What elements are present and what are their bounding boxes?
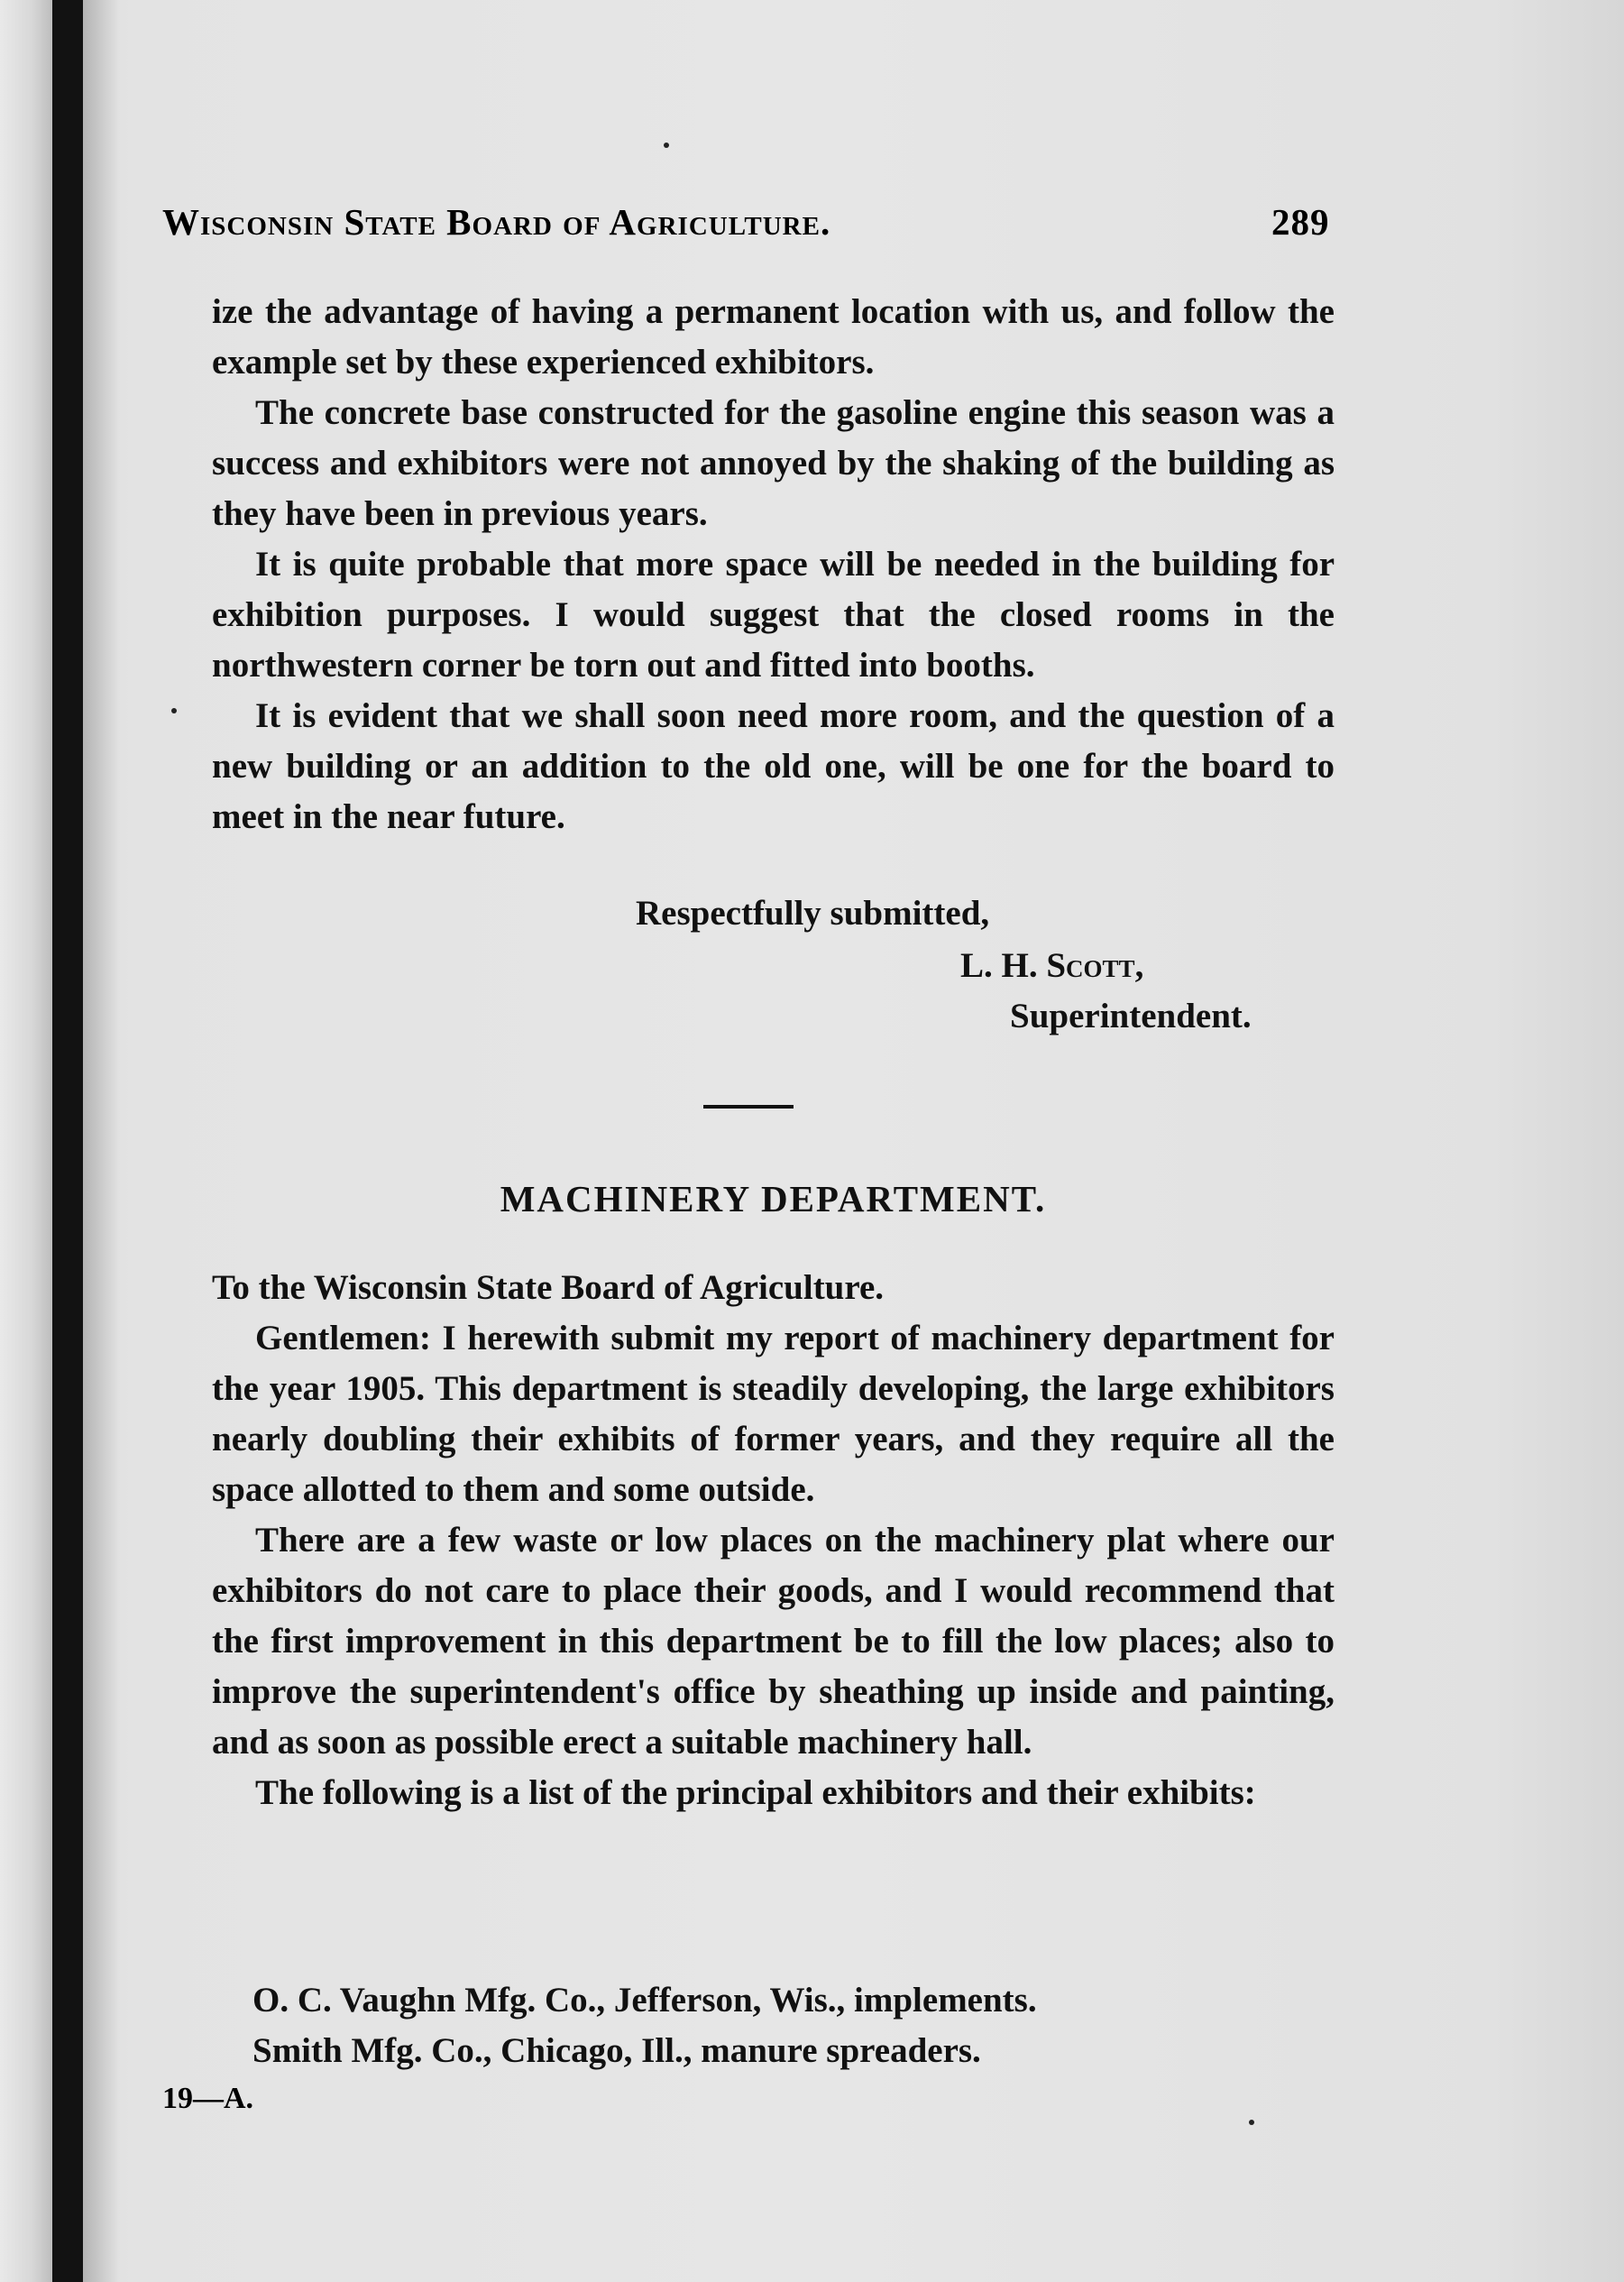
binding-shadow-bar xyxy=(52,0,83,2282)
paragraph: ize the advantage of having a permanent location with us, and follow the example set by these experienced exhibitors. xyxy=(212,292,1335,382)
signatory-initials: L. H. xyxy=(960,946,1038,985)
paragraph: The following is a list of the principal exhibitors and their exhibits: xyxy=(255,1773,1256,1812)
paragraph: It is evident that we shall soon need more room, and the question of a new building or an addition to the old one, will be one for the board to meet in the near future. xyxy=(212,696,1335,836)
paragraph: It is quite probable that more space will be needed in the building for exhibition purposes. I would suggest that the closed rooms in the northwestern corner be torn out and fitted into booths. xyxy=(212,545,1335,685)
paragraph: Gentlemen: I herewith submit my report of machinery department for the year 1905. This department is steadily developing, the large exhibitors nearly doubling their exhibits of former years, and they require all the space allotted to them and some outside. xyxy=(212,1319,1335,1509)
paragraph: There are a few waste or low places on the machinery plat where our exhibitors do not care to place their goods, and I would recommend that the first improvement in this department be to fill the low places; also to improve the superintendent's office by sheathing up inside and painting, and as soon as possible erect a suitable machinery hall. xyxy=(212,1521,1335,1762)
signatory-surname: Scott, xyxy=(1046,946,1144,985)
signatory-name xyxy=(960,945,1143,986)
signatory-role: Superintendent. xyxy=(1010,997,1252,1035)
closing-line: Respectfully submitted, xyxy=(636,894,990,933)
exhibitor-entry: O. C. Vaughn Mfg. Co., Jefferson, Wis., implements. xyxy=(252,1981,1037,2020)
salutation: To the Wisconsin State Board of Agriculture. xyxy=(212,1268,885,1307)
page-content xyxy=(212,0,1335,2282)
page-number: 289 xyxy=(1271,201,1330,243)
section2-text xyxy=(212,1263,1335,1818)
section-divider xyxy=(703,1105,794,1109)
exhibitor-entry: Smith Mfg. Co., Chicago, Ill., manure spreaders. xyxy=(252,2031,981,2070)
signature-mark: 19—A. xyxy=(162,2082,254,2115)
scan-speck xyxy=(171,708,177,713)
binding-edge xyxy=(0,0,52,2282)
section1-text xyxy=(212,287,1335,842)
paragraph: The concrete base constructed for the gasoline engine this season was a success and exhibitors were not annoyed by the shaking of the building as they have been in previous years. xyxy=(212,393,1335,533)
gutter-shade xyxy=(83,0,119,2282)
section-heading: MACHINERY DEPARTMENT. xyxy=(500,1178,1047,1219)
header-title: Wisconsin State Board of Agriculture. xyxy=(162,201,831,243)
